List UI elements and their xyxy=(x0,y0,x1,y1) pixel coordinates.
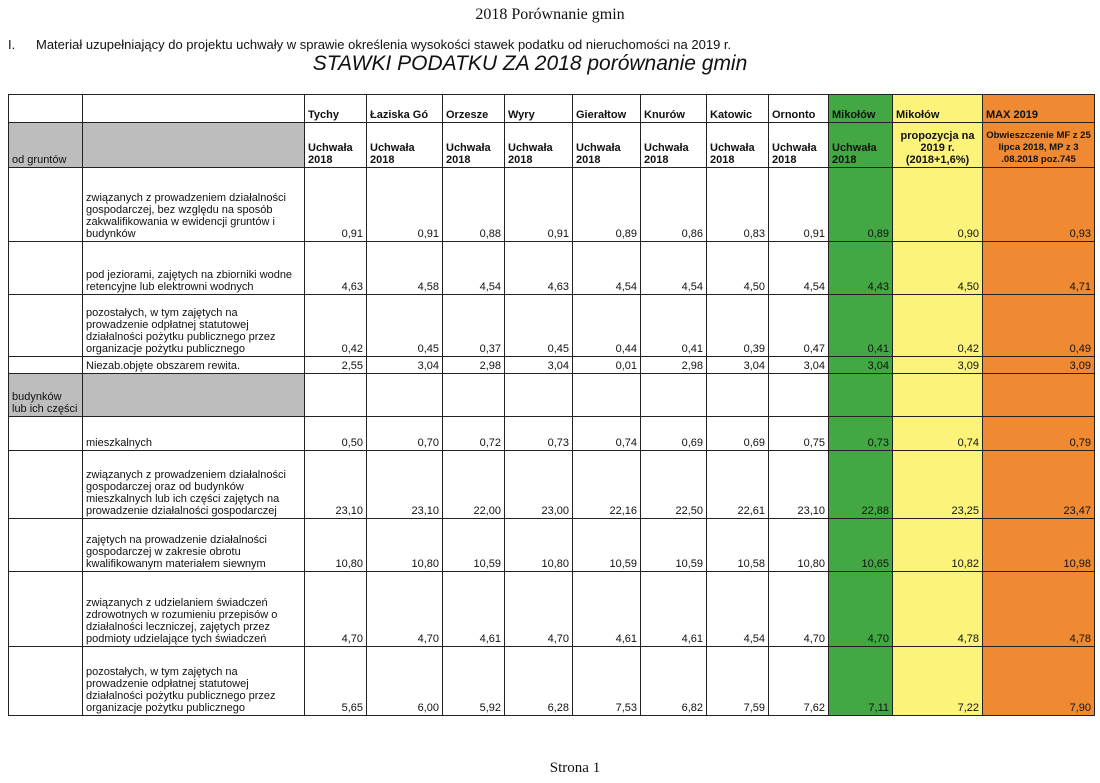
rate-value: 0,45 xyxy=(367,295,443,357)
rate-value: 4,43 xyxy=(829,242,893,295)
row-description: związanych z udzielaniem świadczeń zdrowotnych w rozumieniu przepisów o działalności leczniczej, zajętych przez podmioty udzielające tych świadczeń xyxy=(83,572,305,647)
header-blank-cell xyxy=(9,95,83,123)
category-blank-cell xyxy=(9,572,83,647)
rate-value: 7,62 xyxy=(769,647,829,716)
row-description: związanych z prowadzeniem działalności gospodarczej oraz od budynków mieszkalnych lub ich części zajętych na prowadzenie działalności gospodarczej xyxy=(83,451,305,519)
category-blank-cell xyxy=(9,417,83,451)
empty-cell xyxy=(505,374,573,417)
rate-value: 0,47 xyxy=(769,295,829,357)
rate-value: 4,54 xyxy=(573,242,641,295)
row-description: pozostałych, w tym zajętych na prowadzenie odpłatnej statutowej działalności pożytku publicznego przez organizacje pożytku publicznego xyxy=(83,647,305,716)
rate-value: 0,42 xyxy=(305,295,367,357)
column-header: Łaziska Gó xyxy=(367,95,443,123)
rate-value: 0,49 xyxy=(983,295,1095,357)
rate-value: 0,37 xyxy=(443,295,505,357)
empty-cell xyxy=(305,374,367,417)
rate-value: 0,75 xyxy=(769,417,829,451)
rate-value: 3,04 xyxy=(829,357,893,374)
category-blank-cell xyxy=(9,647,83,716)
row-description: pod jeziorami, zajętych na zbiorniki wodne retencyjne lub elektrowni wodnych xyxy=(83,242,305,295)
rate-value: 3,04 xyxy=(505,357,573,374)
rate-value: 10,80 xyxy=(367,519,443,572)
column-subheader: Uchwała 2018 xyxy=(707,123,769,168)
column-header: Mikołów xyxy=(829,95,893,123)
empty-cell xyxy=(893,374,983,417)
tax-rates-table xyxy=(8,94,1095,716)
table-row xyxy=(9,242,1095,295)
row-description: zajętych na prowadzenie działalności gospodarczej w zakresie obrotu kwalifikowanym materiałem siewnym xyxy=(83,519,305,572)
rate-value: 0,74 xyxy=(573,417,641,451)
rate-value: 10,65 xyxy=(829,519,893,572)
empty-cell xyxy=(707,374,769,417)
row-description: związanych z prowadzeniem działalności gospodarczej, bez względu na sposób zakwalifikowania w ewidencji gruntów i budynków xyxy=(83,168,305,242)
column-header: Orzesze xyxy=(443,95,505,123)
rate-value: 3,04 xyxy=(367,357,443,374)
header-gray-cell xyxy=(83,123,305,168)
rate-value: 4,50 xyxy=(707,242,769,295)
column-header: Gierałtow xyxy=(573,95,641,123)
column-header: Knurów xyxy=(641,95,707,123)
document-header: 2018 Porównanie gmin xyxy=(475,6,625,23)
rate-value: 0,79 xyxy=(983,417,1095,451)
rate-value: 0,72 xyxy=(443,417,505,451)
header-row-sub xyxy=(9,123,1095,168)
rate-value: 4,71 xyxy=(983,242,1095,295)
rate-value: 10,80 xyxy=(505,519,573,572)
page-footer: Strona 1 xyxy=(549,760,601,776)
rate-value: 4,50 xyxy=(893,242,983,295)
rate-value: 4,54 xyxy=(769,242,829,295)
rate-value: 6,82 xyxy=(641,647,707,716)
empty-cell xyxy=(829,374,893,417)
column-header: Ornonto xyxy=(769,95,829,123)
rate-value: 0,41 xyxy=(829,295,893,357)
rate-value: 0,73 xyxy=(505,417,573,451)
rate-value: 4,78 xyxy=(893,572,983,647)
rate-value: 0,91 xyxy=(305,168,367,242)
rate-value: 7,90 xyxy=(983,647,1095,716)
rate-value: 10,82 xyxy=(893,519,983,572)
rate-value: 4,63 xyxy=(505,242,573,295)
rate-value: 2,55 xyxy=(305,357,367,374)
table-row xyxy=(9,417,1095,451)
column-subheader: Uchwała 2018 xyxy=(641,123,707,168)
category-blank-cell xyxy=(9,451,83,519)
rate-value: 7,22 xyxy=(893,647,983,716)
rate-value: 4,70 xyxy=(829,572,893,647)
rate-value: 23,00 xyxy=(505,451,573,519)
rate-value: 6,28 xyxy=(505,647,573,716)
rate-value: 22,88 xyxy=(829,451,893,519)
column-subheader: Uchwała 2018 xyxy=(443,123,505,168)
rate-value: 4,61 xyxy=(641,572,707,647)
rate-value: 0,69 xyxy=(641,417,707,451)
table-row xyxy=(9,295,1095,357)
rate-value: 23,10 xyxy=(769,451,829,519)
table-row xyxy=(9,168,1095,242)
rate-value: 10,59 xyxy=(573,519,641,572)
rate-value: 2,98 xyxy=(641,357,707,374)
rate-value: 0,42 xyxy=(893,295,983,357)
column-header: Katowic xyxy=(707,95,769,123)
rate-value: 22,16 xyxy=(573,451,641,519)
rate-value: 0,74 xyxy=(893,417,983,451)
column-subheader: Uchwała 2018 xyxy=(505,123,573,168)
empty-cell xyxy=(367,374,443,417)
column-subheader: Uchwała 2018 xyxy=(769,123,829,168)
table-row xyxy=(9,572,1095,647)
column-subheader: propozycja na 2019 r. (2018+1,6%) xyxy=(893,123,983,168)
rate-value: 23,47 xyxy=(983,451,1095,519)
rate-value: 7,53 xyxy=(573,647,641,716)
rate-value: 0,44 xyxy=(573,295,641,357)
row-description: Niezab.objęte obszarem rewita. xyxy=(83,357,305,374)
column-subheader: Obwieszczenie MF z 25 lipca 2018, MP z 3 .08.2018 poz.745 xyxy=(983,123,1095,168)
rate-value: 10,59 xyxy=(641,519,707,572)
rate-value: 4,58 xyxy=(367,242,443,295)
rate-value: 4,54 xyxy=(707,572,769,647)
column-header: Wyry xyxy=(505,95,573,123)
rate-value: 4,54 xyxy=(641,242,707,295)
rate-value: 5,65 xyxy=(305,647,367,716)
rate-value: 0,41 xyxy=(641,295,707,357)
category-blank-cell xyxy=(9,242,83,295)
empty-cell xyxy=(573,374,641,417)
column-header: Tychy xyxy=(305,95,367,123)
rate-value: 6,00 xyxy=(367,647,443,716)
rate-value: 10,58 xyxy=(707,519,769,572)
rate-value: 3,09 xyxy=(893,357,983,374)
rate-value: 0,70 xyxy=(367,417,443,451)
table-row xyxy=(9,451,1095,519)
rate-value: 0,39 xyxy=(707,295,769,357)
category-blank-cell xyxy=(9,519,83,572)
rate-value: 10,59 xyxy=(443,519,505,572)
column-subheader: Uchwała 2018 xyxy=(305,123,367,168)
rate-value: 0,91 xyxy=(505,168,573,242)
rate-value: 23,10 xyxy=(367,451,443,519)
category-gray-cell xyxy=(83,374,305,417)
empty-cell xyxy=(443,374,505,417)
rate-value: 7,59 xyxy=(707,647,769,716)
intro-number: I. xyxy=(8,37,16,52)
empty-cell xyxy=(983,374,1095,417)
rate-value: 4,70 xyxy=(505,572,573,647)
empty-cell xyxy=(641,374,707,417)
rate-value: 0,83 xyxy=(707,168,769,242)
rate-value: 10,80 xyxy=(305,519,367,572)
category-blank-cell xyxy=(9,295,83,357)
intro-line xyxy=(8,37,731,52)
rate-value: 22,00 xyxy=(443,451,505,519)
category-budynki-row xyxy=(9,374,1095,417)
rate-value: 0,69 xyxy=(707,417,769,451)
rate-value: 4,63 xyxy=(305,242,367,295)
column-header: MAX 2019 xyxy=(983,95,1095,123)
rate-value: 23,25 xyxy=(893,451,983,519)
rate-value: 0,86 xyxy=(641,168,707,242)
rate-value: 0,88 xyxy=(443,168,505,242)
rate-value: 22,50 xyxy=(641,451,707,519)
header-row-names xyxy=(9,95,1095,123)
rate-value: 0,89 xyxy=(573,168,641,242)
row-description: pozostałych, w tym zajętych na prowadzenie odpłatnej statutowej działalności pożytku publicznego przez organizacje pożytku publicznego xyxy=(83,295,305,357)
rate-value: 4,54 xyxy=(443,242,505,295)
table-row xyxy=(9,519,1095,572)
table-title: STAWKI PODATKU ZA 2018 porównanie gmin xyxy=(312,52,748,75)
rate-value: 4,70 xyxy=(305,572,367,647)
rate-value: 0,89 xyxy=(829,168,893,242)
rate-value: 0,91 xyxy=(769,168,829,242)
rate-value: 0,50 xyxy=(305,417,367,451)
rate-value: 4,61 xyxy=(443,572,505,647)
column-subheader: Uchwała 2018 xyxy=(573,123,641,168)
rate-value: 0,01 xyxy=(573,357,641,374)
rate-value: 10,80 xyxy=(769,519,829,572)
category-budynki-label: budynków lub ich części xyxy=(9,374,83,417)
rate-value: 10,98 xyxy=(983,519,1095,572)
rate-value: 4,70 xyxy=(769,572,829,647)
rate-value: 4,70 xyxy=(367,572,443,647)
rate-value: 4,61 xyxy=(573,572,641,647)
rate-value: 3,04 xyxy=(707,357,769,374)
category-blank-cell xyxy=(9,168,83,242)
rate-value: 3,09 xyxy=(983,357,1095,374)
rate-value: 0,90 xyxy=(893,168,983,242)
rate-value: 0,93 xyxy=(983,168,1095,242)
column-subheader: Uchwała 2018 xyxy=(367,123,443,168)
category-blank-cell xyxy=(9,357,83,374)
rate-value: 7,11 xyxy=(829,647,893,716)
table-row xyxy=(9,357,1095,374)
category-grunty-label: od gruntów xyxy=(9,123,83,168)
rate-value: 0,91 xyxy=(367,168,443,242)
rate-value: 23,10 xyxy=(305,451,367,519)
rate-value: 2,98 xyxy=(443,357,505,374)
rate-value: 5,92 xyxy=(443,647,505,716)
rate-value: 3,04 xyxy=(769,357,829,374)
rate-value: 0,73 xyxy=(829,417,893,451)
empty-cell xyxy=(769,374,829,417)
rate-value: 0,45 xyxy=(505,295,573,357)
rate-value: 4,78 xyxy=(983,572,1095,647)
row-description: mieszkalnych xyxy=(83,417,305,451)
intro-text: Materiał uzupełniający do projektu uchwały w sprawie określenia wysokości stawek podatku od nieruchomości na 2019 r. xyxy=(36,37,732,52)
rate-value: 22,61 xyxy=(707,451,769,519)
header-blank-cell xyxy=(83,95,305,123)
column-subheader: Uchwała 2018 xyxy=(829,123,893,168)
table-row xyxy=(9,647,1095,716)
column-header: Mikołów xyxy=(893,95,983,123)
